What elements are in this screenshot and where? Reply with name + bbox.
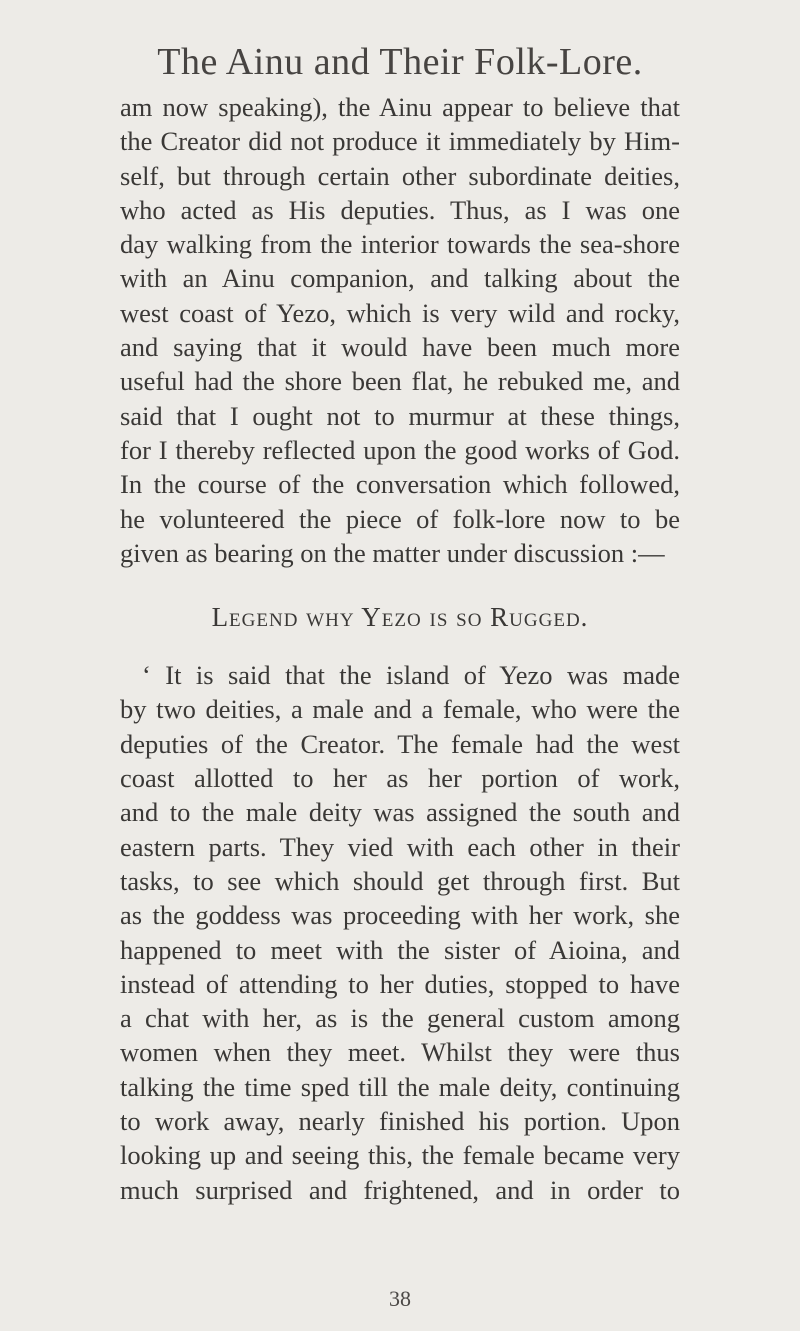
text-line: instead of attending to her duties, stopped to have xyxy=(120,968,680,999)
text-line: am now speaking), the Ainu appear to believe that xyxy=(120,92,680,122)
text-line: the Creator did not produce it immediately by Him- xyxy=(120,126,680,157)
text-line: by two deities, a male and a female, who were the xyxy=(120,694,680,725)
text-line: self, but through certain other subordinate deities, xyxy=(120,160,680,191)
text-line: as the goddess was proceeding with her work, she xyxy=(120,900,680,931)
paragraph-1 xyxy=(120,90,680,570)
text-line: deputies of the Creator. The female had the west xyxy=(120,728,680,759)
text-line: west coast of Yezo, which is very wild and rocky, xyxy=(120,297,680,328)
text-line: day walking from the interior towards the sea-shore xyxy=(120,229,680,260)
page-number: 38 xyxy=(389,1286,411,1311)
text-line: much surprised and frightened, and in order to xyxy=(120,1174,680,1205)
text-line: with an Ainu companion, and talking about the xyxy=(120,263,680,294)
section-heading: Legend why Yezo is so Rugged. xyxy=(211,602,589,633)
text-line: said that I ought not to murmur at these things, xyxy=(120,400,680,431)
text-line: tasks, to see which should get through first. But xyxy=(120,865,680,896)
spacer xyxy=(120,570,680,600)
text-line: for I thereby reflected upon the good works of God. xyxy=(120,434,680,465)
text-line: given as bearing on the matter under discussion :— xyxy=(120,537,665,568)
text-line: talking the time sped till the male deity, continuing xyxy=(120,1071,680,1102)
body-text xyxy=(120,90,680,1207)
text-line: ‘ It is said that the island of Yezo was made xyxy=(142,660,680,691)
text-line: and to the male deity was assigned the south and xyxy=(120,797,680,828)
text-line: coast allotted to her as her portion of work, xyxy=(120,763,680,794)
running-head: The Ainu and Their Folk-Lore. xyxy=(157,41,643,83)
text-line: to work away, nearly finished his portion. Upon xyxy=(120,1106,680,1137)
text-line: eastern parts. They vied with each other in their xyxy=(120,831,680,862)
text-line: In the course of the conversation which followed, xyxy=(120,469,680,500)
text-line: looking up and seeing this, the female became very xyxy=(120,1140,680,1171)
text-line: happened to meet with the sister of Aioina, and xyxy=(120,934,680,965)
text-line: useful had the shore been flat, he rebuked me, and xyxy=(120,366,680,397)
text-line: who acted as His deputies. Thus, as I was one xyxy=(120,194,680,225)
text-line: women when they meet. Whilst they were thus xyxy=(120,1037,680,1068)
text-line: he volunteered the piece of folk-lore now to be xyxy=(120,503,680,534)
text-line: and saying that it would have been much more xyxy=(120,332,680,363)
paragraph-2 xyxy=(120,658,680,1207)
text-line: a chat with her, as is the general custom among xyxy=(120,1003,680,1034)
